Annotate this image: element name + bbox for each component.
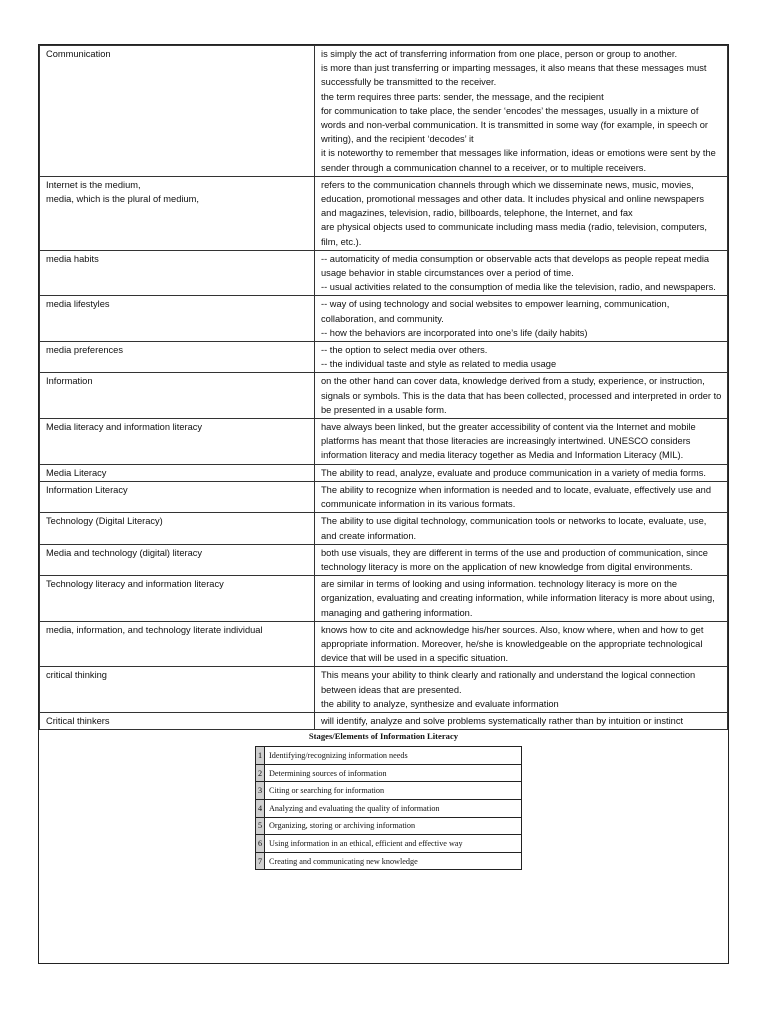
definition-cell xyxy=(315,464,728,481)
term-cell xyxy=(40,342,315,373)
definition-cell xyxy=(315,250,728,296)
term-cell xyxy=(40,46,315,177)
definition-text: The ability to use digital technology, communication tools or networks to locate, evaluate, use, and create information. xyxy=(321,516,707,541)
term-text: media, information, and technology literate individual xyxy=(46,624,263,635)
term-text: Media and technology (digital) literacy xyxy=(46,547,203,558)
definition-text: This means your ability to think clearly and rationally and understand the logical connection between ideas that are presented. xyxy=(321,670,696,695)
definition-cell xyxy=(315,46,728,177)
definition-text: -- usual activities related to the consumption of media like the television, radio, and newspapers. xyxy=(321,282,716,293)
term-text: critical thinking xyxy=(46,670,107,681)
definition-text: -- how the behaviors are incorporated into one’s life (daily habits) xyxy=(321,327,588,338)
definition-text: are similar in terms of looking and using information. technology literacy is more on the organization, evaluating and creating information, while information literacy is more about using, managing and gathering information. xyxy=(321,579,715,618)
term-cell xyxy=(40,576,315,622)
definition-cell xyxy=(315,667,728,713)
stage-row xyxy=(256,764,522,782)
term-cell xyxy=(40,544,315,575)
table-row xyxy=(40,481,728,512)
definition-text: both use visuals, they are different in terms of the use and production of communication, since technology literacy is more on the application of new knowledge from digital environments. xyxy=(321,547,708,572)
term-cell xyxy=(40,481,315,512)
term-cell xyxy=(40,712,315,729)
definition-cell xyxy=(315,342,728,373)
definition-text: knows how to cite and acknowledge his/her sources. Also, know where, when and how to get appropriate information. Moreover, he/she is knowledgeable on the appropriate technological device that will be used in a specific situation. xyxy=(321,624,704,664)
stage-text: Creating and communicating new knowledge xyxy=(265,852,522,870)
definition-text: is more than just transferring or imparting messages, it also means that these messages must successfully be transmitted to the receiver. xyxy=(321,63,707,88)
term-text: Media literacy and information literacy xyxy=(46,422,203,433)
term-cell xyxy=(40,464,315,481)
definition-cell xyxy=(315,513,728,544)
definition-text: the term requires three parts: sender, the message, and the recipient xyxy=(321,91,604,102)
stage-number: 2 xyxy=(256,764,265,782)
definition-text: -- the option to select media over others. xyxy=(321,345,488,356)
term-cell xyxy=(40,513,315,544)
stage-row xyxy=(256,782,522,800)
stage-row xyxy=(256,799,522,817)
term-text: media preferences xyxy=(46,345,123,356)
term-cell xyxy=(40,176,315,250)
document-sheet xyxy=(38,44,729,964)
table-row xyxy=(40,667,728,713)
stages-title: Stages/Elements of Information Literacy xyxy=(308,731,459,742)
term-text: Communication xyxy=(46,49,111,59)
term-cell xyxy=(40,296,315,342)
stage-row xyxy=(256,835,522,853)
term-text: Internet is the medium, xyxy=(46,179,141,190)
term-cell xyxy=(40,667,315,713)
definition-text: have always been linked, but the greater accessibility of content via the Internet and mobile platforms has meant that those literacies are increasingly intertwined. UNESCO considers information literacy and media literacy together as Media and Information Literacy (MIL). xyxy=(321,422,696,461)
table-row xyxy=(40,250,728,296)
stage-row xyxy=(256,852,522,870)
term-cell xyxy=(40,419,315,465)
table-row xyxy=(40,176,728,250)
stage-row xyxy=(256,747,522,765)
definition-text: will identify, analyze and solve problems systematically rather than by intuition or instinct xyxy=(321,715,684,726)
table-row xyxy=(40,342,728,373)
table-row xyxy=(40,464,728,481)
definition-text: are physical objects used to communicate including mass media (radio, television, computers, film, etc.). xyxy=(321,222,708,247)
table-row xyxy=(40,576,728,622)
definition-text: on the other hand can cover data, knowledge derived from a study, experience, or instruction, signals or symbols. This is the data that has been collected, processed and interpreted in order to be presented in a usable form. xyxy=(321,376,722,415)
stage-text: Citing or searching for information xyxy=(265,782,522,800)
definition-cell xyxy=(315,712,728,729)
definition-text: -- the individual taste and style as related to media usage xyxy=(321,359,557,370)
term-cell xyxy=(40,373,315,419)
term-text: Media Literacy xyxy=(46,467,107,478)
definition-text: The ability to recognize when information is needed and to locate, evaluate, effectively use and communicate information in its various formats. xyxy=(321,484,712,510)
definition-text: The ability to read, analyze, evaluate and produce communication in a variety of media forms. xyxy=(321,467,706,478)
table-row xyxy=(40,373,728,419)
stage-number: 3 xyxy=(256,782,265,800)
definition-cell xyxy=(315,481,728,512)
table-row xyxy=(40,419,728,465)
stage-text: Organizing, storing or archiving information xyxy=(265,817,522,835)
definition-cell xyxy=(315,296,728,342)
term-text: Information Literacy xyxy=(46,484,128,495)
definition-text: is simply the act of transferring information from one place, person or group to another. xyxy=(321,49,678,59)
term-text: media lifestyles xyxy=(46,299,110,310)
table-row xyxy=(40,296,728,342)
stage-text: Identifying/recognizing information needs xyxy=(265,747,522,765)
stage-number: 5 xyxy=(256,817,265,835)
term-text: Technology (Digital Literacy) xyxy=(46,516,163,527)
stage-row xyxy=(256,817,522,835)
stage-number: 6 xyxy=(256,835,265,853)
definition-text: for communication to take place, the sender ‘encodes’ the messages, usually in a mixture of words and non-verbal communication. It is transmitted in some way (for example, in speech or writing), and the recipient ‘decodes’ it xyxy=(321,105,709,145)
term-cell xyxy=(40,250,315,296)
definition-cell xyxy=(315,544,728,575)
definition-cell xyxy=(315,373,728,419)
definition-text: the ability to analyze, synthesize and evaluate information xyxy=(321,698,559,709)
table-row xyxy=(40,513,728,544)
definition-cell xyxy=(315,176,728,250)
definition-cell xyxy=(315,576,728,622)
term-text: Technology literacy and information literacy xyxy=(46,579,224,590)
term-text: media habits xyxy=(46,253,99,264)
stage-text: Analyzing and evaluating the quality of information xyxy=(265,799,522,817)
term-text: media, which is the plural of medium, xyxy=(46,194,199,205)
stage-number: 7 xyxy=(256,852,265,870)
stage-number: 1 xyxy=(256,747,265,765)
definition-text: -- automaticity of media consumption or observable acts that develops as people repeat media usage behavior in stable circumstances over a period of time. xyxy=(321,253,710,279)
table-row xyxy=(40,712,728,729)
table-row xyxy=(40,46,728,177)
definition-text: refers to the communication channels through which we disseminate news, music, movies, education, promotional messages and other data. It includes physical and online newspapers and magazines, television, radio, billboards, telephone, the Internet, and fax xyxy=(321,179,704,219)
definitions-table xyxy=(39,45,728,730)
stages-table xyxy=(255,746,522,870)
term-text: Critical thinkers xyxy=(46,715,110,726)
definition-cell xyxy=(315,621,728,667)
definition-text: it is noteworthy to remember that messages like information, ideas or emotions were sent by the sender through a communication channel to a receiver, or to multiple receivers. xyxy=(321,148,716,173)
table-row xyxy=(40,544,728,575)
definition-text: -- way of using technology and social websites to empower learning, communication, collaboration, and community. xyxy=(321,299,670,324)
stage-number: 4 xyxy=(256,799,265,817)
stage-text: Determining sources of information xyxy=(265,764,522,782)
definition-cell xyxy=(315,419,728,465)
stages-section xyxy=(39,730,728,880)
stage-text: Using information in an ethical, efficient and effective way xyxy=(265,835,522,853)
term-text: Information xyxy=(46,376,93,387)
table-row xyxy=(40,621,728,667)
term-cell xyxy=(40,621,315,667)
